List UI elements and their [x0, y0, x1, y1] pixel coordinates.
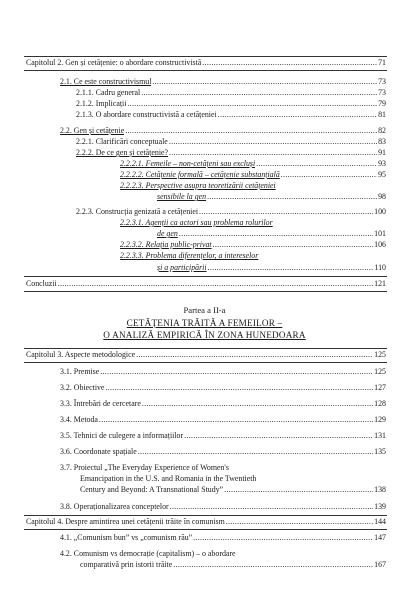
dot-leader — [225, 517, 373, 527]
toc-label: comparativă prin istorii trăite — [80, 560, 173, 570]
toc-label: Emancipation in the U.S. and Romania in the Twentieth — [80, 474, 257, 483]
section-rule — [24, 515, 387, 516]
dot-leader — [124, 126, 377, 136]
toc-label: sensibile la gen — [157, 192, 207, 202]
toc-page-number: 101 — [374, 229, 386, 239]
toc-label: 3.2. Obiective — [60, 383, 105, 393]
toc-label: 3.7. Proiectul „The Everyday Experience of Women's — [60, 463, 229, 472]
toc-entry-2-2-2-2 — [120, 170, 386, 180]
toc-entry-2-1-3 — [76, 110, 386, 120]
toc-entry-2-1 — [60, 77, 386, 87]
section-rule — [24, 362, 387, 363]
toc-label: 2.1.3. O abordare constructivistă a cetățeniei — [76, 110, 217, 120]
toc-entry-4-2 — [80, 560, 386, 570]
dot-leader — [192, 533, 373, 543]
toc-label: 2.1. Ce este constructivismul — [60, 77, 152, 87]
toc-label: 2.2.3.1. Agenții ca actori sau problema rolurilor — [120, 218, 273, 227]
dot-leader — [172, 560, 373, 570]
toc-label: 2.2.2.3. Perspective asupra teoretizării cetățeniei — [120, 181, 276, 190]
section-rule — [24, 529, 387, 530]
toc-label: 3.3. Întrebări de cercetare — [60, 399, 141, 409]
toc-entry-conclusions — [26, 279, 386, 289]
toc-entry-2-2-3-3 — [157, 263, 386, 273]
toc-entry-3-5 — [60, 431, 386, 441]
toc-label: 3.5. Tehnici de culegere a informațiilor — [60, 431, 184, 441]
dot-leader — [169, 502, 373, 512]
toc-entry-3-1 — [60, 367, 386, 377]
dot-leader — [135, 350, 373, 360]
toc-page-number: 79 — [378, 99, 386, 109]
toc-page-number: 127 — [374, 383, 386, 393]
dot-leader — [280, 170, 377, 180]
toc-entry-2-2-2 — [76, 148, 386, 158]
toc-label: Century and Beyond: A Transnational Study” — [80, 485, 224, 495]
toc-page-number: 110 — [374, 263, 386, 273]
toc-entry-chapter-3 — [26, 350, 386, 360]
dot-leader — [126, 99, 377, 109]
toc-label: 2.2.2. De ce gen și cetățenie? — [76, 148, 169, 158]
toc-entry-2-2-3 — [76, 207, 386, 217]
part-heading: Partea a II-a — [183, 305, 226, 315]
dot-leader — [141, 399, 373, 409]
toc-page-number: 138 — [374, 485, 386, 495]
dot-leader — [178, 229, 373, 239]
toc-page-number: 91 — [378, 148, 386, 158]
toc-page-number: 100 — [374, 207, 386, 217]
toc-label: 2.2.2.2. Cetățenie formală – cetățenie substanțială — [120, 170, 280, 180]
toc-page-number: 83 — [378, 137, 386, 147]
toc-page-number: 106 — [374, 240, 386, 250]
toc-label: 2.1.2. Implicații — [76, 99, 127, 109]
toc-entry-3-3 — [60, 399, 386, 409]
dot-leader — [255, 159, 377, 169]
toc-label: Concluzii — [26, 279, 57, 289]
dot-leader — [151, 77, 377, 87]
toc-entry-4-1 — [60, 533, 386, 543]
toc-label: 4.2. Comunism vs democrație (capitalism) – o abordare — [60, 549, 236, 558]
toc-entry-2-2-2-1 — [120, 159, 386, 169]
section-rule — [24, 70, 387, 71]
dot-leader — [201, 58, 377, 68]
toc-label: 3.4. Metoda — [60, 415, 98, 425]
toc-page-number: 81 — [378, 110, 386, 120]
toc-label: 3.8. Operaționalizarea conceptelor — [60, 502, 169, 512]
toc-label: 3.6. Coordonate spațiale — [60, 447, 137, 457]
toc-entry-2-1-2 — [76, 99, 386, 109]
toc-entry-2-2-2-3 — [157, 192, 386, 202]
dot-leader — [99, 367, 373, 377]
toc-page-number: 131 — [374, 431, 386, 441]
toc-entry-chapter-4 — [26, 517, 386, 527]
dot-leader — [207, 263, 374, 273]
dot-leader — [168, 148, 377, 158]
toc-label: 2.2.3.3. Problema diferențelor, a intereselor — [120, 251, 259, 260]
toc-label: Capitolul 3. Aspecte metodologice — [26, 350, 136, 360]
toc-page-number: 135 — [374, 447, 386, 457]
dot-leader — [183, 431, 373, 441]
section-rule — [24, 56, 387, 57]
toc-page-number: 73 — [378, 77, 386, 87]
toc-label: Capitolul 2. Gen și cetățenie: o abordare constructivistă — [26, 58, 202, 68]
toc-entry-3-6 — [60, 447, 386, 457]
toc-page-number: 98 — [378, 192, 386, 202]
section-rule — [24, 291, 387, 292]
toc-page-number: 139 — [374, 502, 386, 512]
toc-entry-3-4 — [60, 415, 386, 425]
dot-leader — [137, 447, 373, 457]
toc-entry-2-2-3-1 — [157, 229, 386, 239]
dot-leader — [217, 110, 377, 120]
toc-label: 2.2.3.2. Relația public-privat — [120, 240, 212, 250]
toc-label: 2.2. Gen și cetățenie — [60, 126, 125, 136]
toc-entry-2-2-1 — [76, 137, 386, 147]
toc-label: de gen — [157, 229, 178, 239]
dot-leader — [140, 88, 377, 98]
toc-entry-chapter-2 — [26, 58, 386, 68]
toc-page-number: 82 — [378, 126, 386, 136]
toc-entry-3-2 — [60, 383, 386, 393]
toc-page-number: 167 — [374, 560, 386, 570]
part-title-line-1: CETĂȚENIA TRĂITĂ A FEMEILOR – — [126, 318, 283, 328]
toc-page-number: 93 — [378, 159, 386, 169]
toc-entry-2-1-1 — [76, 88, 386, 98]
section-rule — [24, 276, 387, 277]
toc-page-number: 128 — [374, 399, 386, 409]
dot-leader — [98, 415, 373, 425]
dot-leader — [198, 207, 373, 217]
dot-leader — [104, 383, 373, 393]
toc-label: 2.1.1. Cadru general — [76, 88, 141, 98]
toc-entry-3-8 — [60, 502, 386, 512]
toc-label: 2.2.3. Construcția genizată a cetățeniei — [76, 207, 199, 217]
dot-leader — [223, 485, 373, 495]
toc-entry-3-7 — [80, 485, 386, 495]
toc-entry-2-2 — [60, 126, 386, 136]
toc-entry-2-2-3-2 — [120, 240, 386, 250]
toc-label: 4.1. „Comunism bun” vs „comunism rău” — [60, 533, 193, 543]
dot-leader — [212, 240, 374, 250]
toc-page-number: 129 — [374, 415, 386, 425]
part-title-line-2: O ANALIZĂ EMPIRICĂ ÎN ZONA HUNEDOARA — [103, 330, 306, 340]
toc-page-number: 73 — [378, 88, 386, 98]
toc-label: 3.1. Premise — [60, 367, 100, 377]
toc-label: Capitolul 4. Despre amintirea unei cetățenii trăite în comunism — [26, 517, 225, 527]
toc-page-number: 95 — [378, 170, 386, 180]
toc-page-number: 125 — [374, 367, 386, 377]
toc-page-number: 121 — [374, 279, 386, 289]
dot-leader — [168, 137, 377, 147]
section-rule — [24, 348, 387, 349]
toc-label: 2.2.1. Clarificări conceptuale — [76, 137, 168, 147]
toc-page-number: 71 — [378, 58, 386, 68]
dot-leader — [206, 192, 377, 202]
toc-page-number: 147 — [374, 533, 386, 543]
dot-leader — [57, 279, 373, 289]
toc-label: 2.2.2.1. Femeile – non-cetățeni sau excluși — [120, 159, 256, 169]
toc-label: și a participării — [157, 263, 207, 273]
toc-page-number: 125 — [374, 350, 386, 360]
toc-page-number: 144 — [374, 517, 386, 527]
